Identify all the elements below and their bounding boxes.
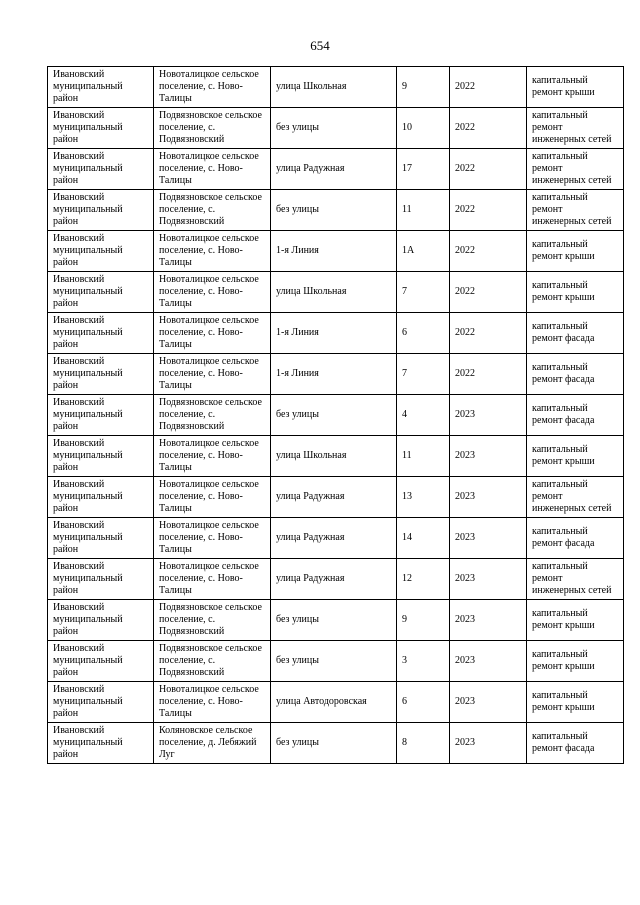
house-number-cell: 1А — [397, 231, 450, 272]
street-cell: улица Радужная — [271, 477, 397, 518]
district-cell: Ивановский муниципальный район — [48, 395, 154, 436]
table-row — [48, 682, 624, 723]
district-cell: Ивановский муниципальный район — [48, 436, 154, 477]
table-row — [48, 559, 624, 600]
year-cell: 2022 — [450, 67, 527, 108]
settlement-cell: Новоталицкое сельское поселение, с. Ново-Талицы — [154, 559, 271, 600]
settlement-cell: Новоталицкое сельское поселение, с. Ново-Талицы — [154, 272, 271, 313]
settlement-cell: Коляновское сельское поселение, д. Лебяжий Луг — [154, 723, 271, 764]
table-row — [48, 395, 624, 436]
street-cell: 1-я Линия — [271, 231, 397, 272]
street-cell: без улицы — [271, 641, 397, 682]
page-number: 654 — [310, 38, 330, 53]
district-cell: Ивановский муниципальный район — [48, 559, 154, 600]
district-cell: Ивановский муниципальный район — [48, 108, 154, 149]
year-cell: 2023 — [450, 395, 527, 436]
street-cell: улица Школьная — [271, 67, 397, 108]
house-number-cell: 8 — [397, 723, 450, 764]
house-number-cell: 3 — [397, 641, 450, 682]
street-cell: улица Радужная — [271, 149, 397, 190]
street-cell: без улицы — [271, 395, 397, 436]
work-type-cell: капитальный ремонт крыши — [527, 231, 624, 272]
table-row — [48, 231, 624, 272]
house-number-cell: 7 — [397, 272, 450, 313]
street-cell: улица Школьная — [271, 436, 397, 477]
year-cell: 2023 — [450, 518, 527, 559]
year-cell: 2022 — [450, 149, 527, 190]
street-cell: улица Радужная — [271, 518, 397, 559]
table-row — [48, 190, 624, 231]
work-type-cell: капитальный ремонт крыши — [527, 682, 624, 723]
street-cell: без улицы — [271, 723, 397, 764]
year-cell: 2022 — [450, 231, 527, 272]
house-number-cell: 4 — [397, 395, 450, 436]
table-row — [48, 108, 624, 149]
street-cell: без улицы — [271, 600, 397, 641]
table-row — [48, 272, 624, 313]
table-row — [48, 436, 624, 477]
house-number-cell: 14 — [397, 518, 450, 559]
house-number-cell: 12 — [397, 559, 450, 600]
work-type-cell: капитальный ремонт крыши — [527, 600, 624, 641]
year-cell: 2022 — [450, 354, 527, 395]
district-cell: Ивановский муниципальный район — [48, 67, 154, 108]
street-cell: улица Радужная — [271, 559, 397, 600]
year-cell: 2023 — [450, 600, 527, 641]
work-type-cell: капитальный ремонт фасада — [527, 518, 624, 559]
work-type-cell: капитальный ремонт крыши — [527, 641, 624, 682]
work-type-cell: капитальный ремонт инженерных сетей — [527, 477, 624, 518]
house-number-cell: 11 — [397, 436, 450, 477]
settlement-cell: Новоталицкое сельское поселение, с. Ново-Талицы — [154, 149, 271, 190]
work-type-cell: капитальный ремонт фасада — [527, 723, 624, 764]
work-type-cell: капитальный ремонт фасада — [527, 395, 624, 436]
settlement-cell: Подвязновское сельское поселение, с. Подвязновский — [154, 395, 271, 436]
work-type-cell: капитальный ремонт крыши — [527, 272, 624, 313]
table-row — [48, 67, 624, 108]
street-cell: без улицы — [271, 190, 397, 231]
table-row — [48, 518, 624, 559]
table-row — [48, 477, 624, 518]
district-cell: Ивановский муниципальный район — [48, 600, 154, 641]
house-number-cell: 9 — [397, 600, 450, 641]
work-type-cell: капитальный ремонт инженерных сетей — [527, 108, 624, 149]
table-row — [48, 149, 624, 190]
settlement-cell: Подвязновское сельское поселение, с. Подвязновский — [154, 600, 271, 641]
work-type-cell: капитальный ремонт фасада — [527, 354, 624, 395]
year-cell: 2023 — [450, 477, 527, 518]
year-cell: 2023 — [450, 723, 527, 764]
year-cell: 2022 — [450, 313, 527, 354]
street-cell: улица Школьная — [271, 272, 397, 313]
street-cell: 1-я Линия — [271, 313, 397, 354]
district-cell: Ивановский муниципальный район — [48, 723, 154, 764]
year-cell: 2022 — [450, 108, 527, 149]
street-cell: 1-я Линия — [271, 354, 397, 395]
table-body — [48, 67, 624, 764]
table-row — [48, 641, 624, 682]
district-cell: Ивановский муниципальный район — [48, 149, 154, 190]
district-cell: Ивановский муниципальный район — [48, 313, 154, 354]
district-cell: Ивановский муниципальный район — [48, 518, 154, 559]
housing-repair-table — [47, 66, 624, 764]
year-cell: 2023 — [450, 559, 527, 600]
table-row — [48, 723, 624, 764]
year-cell: 2022 — [450, 272, 527, 313]
work-type-cell: капитальный ремонт крыши — [527, 436, 624, 477]
settlement-cell: Подвязновское сельское поселение, с. Подвязновский — [154, 108, 271, 149]
work-type-cell: капитальный ремонт крыши — [527, 67, 624, 108]
work-type-cell: капитальный ремонт инженерных сетей — [527, 190, 624, 231]
street-cell: улица Автодоровская — [271, 682, 397, 723]
settlement-cell: Новоталицкое сельское поселение, с. Ново-Талицы — [154, 231, 271, 272]
district-cell: Ивановский муниципальный район — [48, 231, 154, 272]
settlement-cell: Новоталицкое сельское поселение, с. Ново-Талицы — [154, 682, 271, 723]
settlement-cell: Подвязновское сельское поселение, с. Подвязновский — [154, 190, 271, 231]
district-cell: Ивановский муниципальный район — [48, 682, 154, 723]
house-number-cell: 6 — [397, 682, 450, 723]
table-row — [48, 313, 624, 354]
year-cell: 2022 — [450, 190, 527, 231]
work-type-cell: капитальный ремонт инженерных сетей — [527, 149, 624, 190]
settlement-cell: Новоталицкое сельское поселение, с. Ново-Талицы — [154, 67, 271, 108]
house-number-cell: 13 — [397, 477, 450, 518]
year-cell: 2023 — [450, 682, 527, 723]
house-number-cell: 17 — [397, 149, 450, 190]
district-cell: Ивановский муниципальный район — [48, 641, 154, 682]
table-row — [48, 354, 624, 395]
settlement-cell: Новоталицкое сельское поселение, с. Ново-Талицы — [154, 477, 271, 518]
settlement-cell: Новоталицкое сельское поселение, с. Ново-Талицы — [154, 436, 271, 477]
house-number-cell: 6 — [397, 313, 450, 354]
district-cell: Ивановский муниципальный район — [48, 354, 154, 395]
district-cell: Ивановский муниципальный район — [48, 477, 154, 518]
work-type-cell: капитальный ремонт инженерных сетей — [527, 559, 624, 600]
house-number-cell: 7 — [397, 354, 450, 395]
settlement-cell: Подвязновское сельское поселение, с. Подвязновский — [154, 641, 271, 682]
year-cell: 2023 — [450, 436, 527, 477]
work-type-cell: капитальный ремонт фасада — [527, 313, 624, 354]
house-number-cell: 11 — [397, 190, 450, 231]
house-number-cell: 9 — [397, 67, 450, 108]
street-cell: без улицы — [271, 108, 397, 149]
house-number-cell: 10 — [397, 108, 450, 149]
table-row — [48, 600, 624, 641]
settlement-cell: Новоталицкое сельское поселение, с. Ново-Талицы — [154, 313, 271, 354]
district-cell: Ивановский муниципальный район — [48, 272, 154, 313]
district-cell: Ивановский муниципальный район — [48, 190, 154, 231]
settlement-cell: Новоталицкое сельское поселение, с. Ново-Талицы — [154, 354, 271, 395]
settlement-cell: Новоталицкое сельское поселение, с. Ново-Талицы — [154, 518, 271, 559]
year-cell: 2023 — [450, 641, 527, 682]
